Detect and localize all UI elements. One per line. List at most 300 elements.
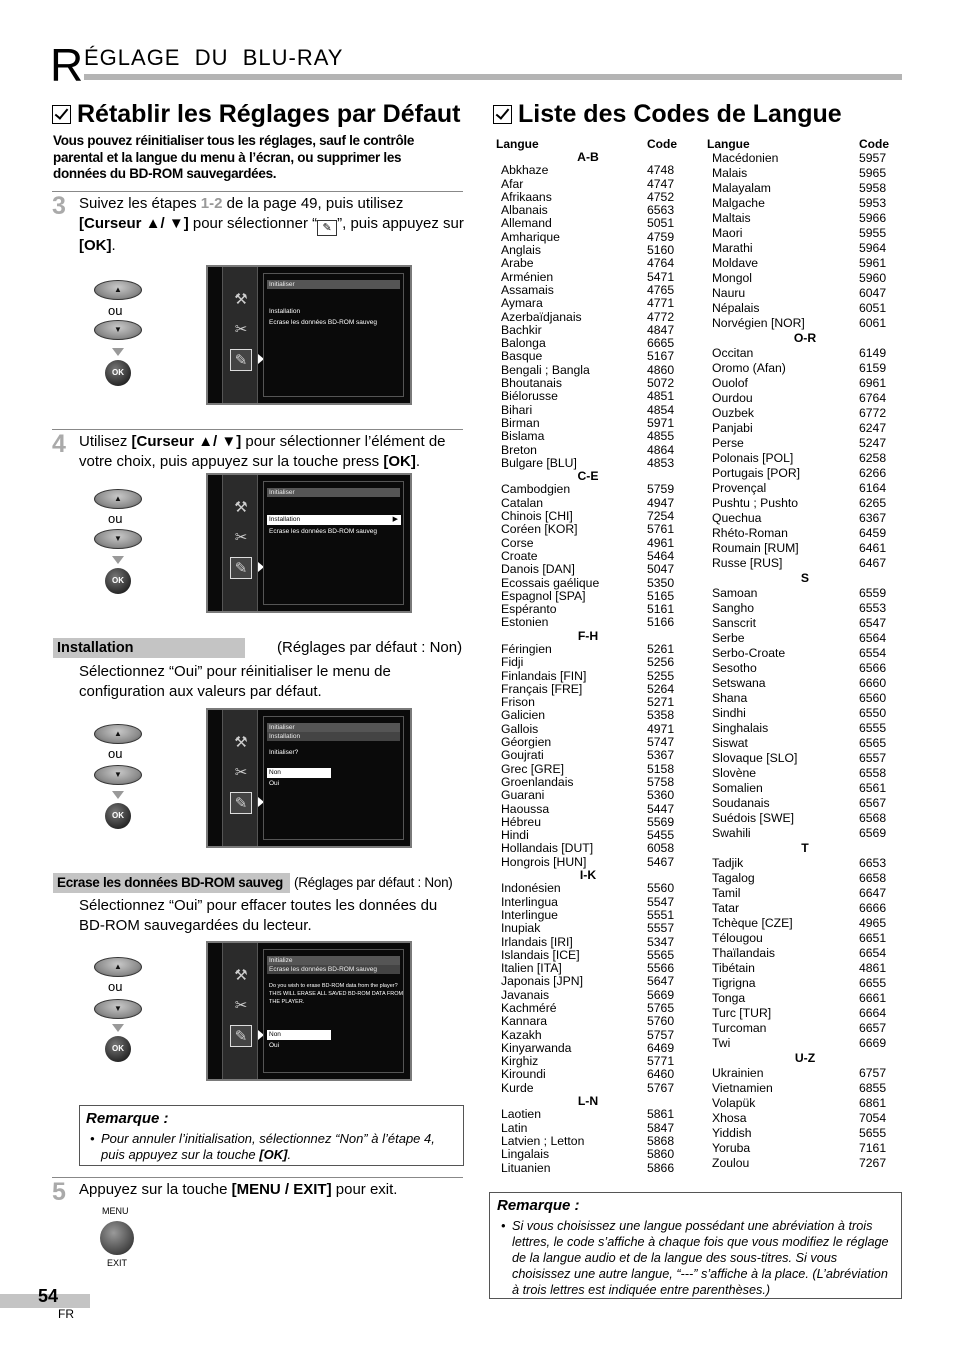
language-row <box>495 1135 685 1148</box>
language-code: 5471 <box>647 269 675 284</box>
arrow-down-icon <box>112 1024 124 1032</box>
language-row <box>707 301 903 316</box>
option-non-selected: Non <box>267 768 331 778</box>
language-name: Quechua <box>712 511 762 525</box>
language-row <box>707 346 903 361</box>
language-name: Turc [TUR] <box>712 1006 772 1020</box>
language-code: 6461 <box>859 541 887 555</box>
language-code: 5358 <box>647 708 675 723</box>
language-code: 5861 <box>647 1107 675 1122</box>
checkbox-icon <box>52 105 71 124</box>
cursor-up-button[interactable]: ▲ <box>94 280 142 300</box>
cursor-up-button[interactable]: ▲ <box>94 489 142 509</box>
language-code: 6467 <box>859 556 887 570</box>
reset-icon: ✎ <box>230 557 252 579</box>
page-language: FR <box>58 1307 74 1321</box>
language-row <box>707 871 903 886</box>
language-name: Malais <box>712 166 748 180</box>
language-code: 6061 <box>859 316 887 330</box>
language-code: 5464 <box>647 548 675 563</box>
language-code: 6460 <box>647 1067 675 1082</box>
reset-question: Initialiser? <box>269 749 299 756</box>
language-code: 4851 <box>647 389 675 404</box>
language-code: 4961 <box>647 535 675 550</box>
cursor-down-button[interactable]: ▼ <box>94 765 142 785</box>
language-row <box>495 390 685 403</box>
language-name: Moldave <box>712 256 759 270</box>
ok-button[interactable]: OK <box>105 1036 131 1062</box>
language-name: Latvien ; Letton <box>501 1133 585 1148</box>
language-code: 5271 <box>647 695 675 710</box>
language-row <box>495 217 685 230</box>
language-code: 4864 <box>647 442 675 457</box>
language-row <box>707 901 903 916</box>
language-name: Rhéto-Roman <box>712 526 788 540</box>
language-name: Laotien <box>501 1107 541 1122</box>
language-row <box>707 721 903 736</box>
language-code: 4764 <box>647 256 675 271</box>
cursor-down-button[interactable]: ▼ <box>94 999 142 1019</box>
language-code: 7254 <box>647 509 675 524</box>
ok-button[interactable]: OK <box>105 568 131 594</box>
remote-buttons-1 <box>94 280 144 390</box>
language-code: 5565 <box>647 947 675 962</box>
language-code: 5247 <box>859 436 887 450</box>
divider <box>52 429 463 430</box>
language-name: Volapük <box>712 1096 756 1110</box>
language-row <box>495 257 685 270</box>
language-code: 5569 <box>647 814 675 829</box>
language-row <box>495 178 685 191</box>
language-row <box>495 550 685 563</box>
language-code: 6647 <box>859 886 887 900</box>
language-name: Goujrati <box>501 748 544 763</box>
language-name: Sangho <box>712 601 755 615</box>
cursor-down-button[interactable]: ▼ <box>94 320 142 340</box>
language-name: Ecossais gaélique <box>501 575 600 590</box>
language-group-header: A-B <box>577 150 599 164</box>
language-row <box>495 829 685 842</box>
language-name: Islandais [ICE] <box>501 947 580 962</box>
language-row <box>707 661 903 676</box>
language-code: 5958 <box>859 181 887 195</box>
language-name: Allemand <box>501 216 552 231</box>
reset-icon: ✎ <box>230 349 252 371</box>
language-row <box>495 949 685 962</box>
tv-screen-3 <box>206 708 412 848</box>
language-row <box>707 151 903 166</box>
language-row <box>495 909 685 922</box>
language-row <box>707 616 903 631</box>
language-row <box>707 526 903 541</box>
ok-button[interactable]: OK <box>105 803 131 829</box>
screen-sidebar <box>222 475 258 611</box>
language-row <box>707 406 903 421</box>
language-row <box>707 556 903 571</box>
language-row <box>707 511 903 526</box>
language-code: 6561 <box>859 781 887 795</box>
language-code: 5647 <box>647 974 675 989</box>
menu-item-erase: Ecrase les données BD-ROM sauveg <box>269 528 378 535</box>
language-name: Grec [GRE] <box>501 761 564 776</box>
screen-panel <box>263 273 404 397</box>
language-name: Cambodgien <box>501 482 571 497</box>
language-name: Afrikaans <box>501 189 552 204</box>
language-name: Maori <box>712 226 743 240</box>
language-name: Kachméré <box>501 1001 557 1015</box>
language-name: Catalan <box>501 495 544 510</box>
language-name: Sindhi <box>712 706 746 720</box>
language-row <box>495 1082 685 1095</box>
divider <box>52 191 463 192</box>
language-row <box>495 803 685 816</box>
language-name: Hindi <box>501 828 529 843</box>
language-row <box>495 563 685 576</box>
language-name: Malayalam <box>712 181 771 195</box>
language-name: Arménien <box>501 269 554 284</box>
language-row <box>495 882 685 895</box>
language-code: 5467 <box>647 854 675 869</box>
language-name: Kirghiz <box>501 1054 539 1069</box>
step-5-text: Appuyez sur la touche [MENU / EXIT] pour exit. <box>79 1181 398 1198</box>
language-name: Bhoutanais <box>501 376 562 391</box>
language-code: 4771 <box>647 296 675 311</box>
language-name: Singhalais <box>712 721 769 735</box>
language-name: Télougou <box>712 931 763 945</box>
language-row <box>495 324 685 337</box>
language-row <box>495 1002 685 1015</box>
language-name: Tagalog <box>712 871 755 885</box>
language-name: Italien [ITA] <box>501 961 562 976</box>
panel-title: Initialiser <box>267 723 400 732</box>
language-name: Soudanais <box>712 796 770 810</box>
language-row <box>495 1108 685 1121</box>
language-row <box>707 451 903 466</box>
language-code: 6367 <box>859 511 887 525</box>
erase-warning: Do you wish to erase BD-ROM data from the player? THIS WILL ERASE ALL SAVED BD-ROM DATA FROM THE PLAYER. <box>269 983 404 1005</box>
language-name: Kurde <box>501 1080 534 1095</box>
language-code: 6559 <box>859 586 887 600</box>
option-oui: Oui <box>269 780 280 787</box>
language-code: 6666 <box>859 901 887 915</box>
language-row <box>707 886 903 901</box>
language-row <box>707 316 903 331</box>
language-code: 5547 <box>647 894 675 909</box>
language-row <box>495 1055 685 1068</box>
cursor-up-button[interactable]: ▲ <box>94 724 142 744</box>
ou-label: ou <box>108 979 123 994</box>
language-code: 5847 <box>647 1120 675 1135</box>
step-5-number: 5 <box>52 1178 66 1206</box>
language-code: 4947 <box>647 495 675 510</box>
language-name: Bachkir <box>501 322 542 337</box>
language-row <box>495 404 685 417</box>
language-row <box>495 683 685 696</box>
language-row <box>495 1148 685 1161</box>
language-code: 5447 <box>647 801 675 816</box>
language-row <box>495 1029 685 1042</box>
language-code: 5758 <box>647 774 675 789</box>
language-code: 6654 <box>859 946 887 960</box>
language-code: 6861 <box>859 1096 887 1110</box>
language-name: Féringien <box>501 641 552 656</box>
language-name: Basque <box>501 349 543 364</box>
language-name: Arabe <box>501 256 534 271</box>
language-code: 5557 <box>647 921 675 936</box>
language-name: Samoan <box>712 586 758 600</box>
language-name: Maltais <box>712 211 751 225</box>
wrench-icon: ⚒ <box>234 734 248 751</box>
language-code: 5765 <box>647 1001 675 1015</box>
language-row <box>707 1156 903 1171</box>
language-row <box>495 483 685 496</box>
language-row <box>495 709 685 722</box>
language-name: Groenlandais <box>501 774 574 789</box>
language-code: 7054 <box>859 1111 887 1125</box>
language-row <box>495 284 685 297</box>
language-code: 4965 <box>859 916 887 930</box>
menu-label: MENU <box>102 1206 129 1216</box>
step-4-number: 4 <box>52 430 66 458</box>
language-row <box>495 297 685 310</box>
language-name: Guarani <box>501 788 545 803</box>
remark-box-left <box>79 1105 464 1166</box>
language-row <box>707 541 903 556</box>
language-row <box>707 1006 903 1021</box>
language-code: 5966 <box>859 211 887 225</box>
remark-title: Remarque : <box>497 1197 580 1214</box>
language-name: Slovaque [SLO] <box>712 751 798 765</box>
language-name: Bihari <box>501 402 533 417</box>
language-row <box>707 1111 903 1126</box>
menu-item-erase: Ecrase les données BD-ROM sauveg <box>269 319 378 326</box>
reset-icon: ✎ <box>317 220 337 236</box>
left-section-title <box>52 102 460 127</box>
language-row <box>707 1081 903 1096</box>
language-name: Occitan <box>712 346 754 360</box>
step-3-text: Suivez les étapes 1-2 de la page 49, puis utilisez [Curseur ▲/ ▼] pour sélectionner “ ✎ ”, puis appuyez sur [OK]. <box>79 195 464 254</box>
language-code: 5566 <box>647 961 675 976</box>
language-code: 4747 <box>647 176 675 191</box>
language-row <box>495 350 685 363</box>
language-name: Biélorusse <box>501 389 558 404</box>
language-name: Yoruba <box>712 1141 751 1155</box>
language-row <box>495 842 685 855</box>
language-row <box>495 643 685 656</box>
language-code: 6560 <box>859 691 887 705</box>
language-code: 6047 <box>859 286 887 300</box>
language-name: Polonais [POL] <box>712 451 794 465</box>
language-row <box>707 391 903 406</box>
language-name: Ouolof <box>712 376 748 390</box>
language-name: Azerbaïdjanais <box>501 309 582 324</box>
language-code: 6051 <box>859 301 887 315</box>
screen-panel <box>263 949 404 1073</box>
language-row <box>707 211 903 226</box>
language-code: 4772 <box>647 309 675 324</box>
language-row <box>707 856 903 871</box>
language-name: Breton <box>501 442 537 457</box>
language-name: Russe [RUS] <box>712 556 783 570</box>
language-code: 6557 <box>859 751 887 765</box>
language-row <box>495 736 685 749</box>
menu-item-installation: Installation <box>269 308 301 315</box>
panel-subtitle: Installation <box>267 732 400 741</box>
language-row <box>707 601 903 616</box>
language-name: Galicien <box>501 708 546 723</box>
language-name: Mongol <box>712 271 752 285</box>
ok-button[interactable]: OK <box>105 360 131 386</box>
language-code: 6247 <box>859 421 887 435</box>
screen-panel <box>263 481 404 605</box>
language-row <box>495 523 685 536</box>
screen-panel <box>263 716 404 840</box>
language-name: Serbe <box>712 631 745 645</box>
language-name: Géorgien <box>501 735 552 750</box>
language-row <box>495 696 685 709</box>
wrench-icon: ⚒ <box>234 499 248 516</box>
language-row <box>707 1021 903 1036</box>
language-code: 6550 <box>859 706 887 720</box>
language-code: 5551 <box>647 907 675 922</box>
remark-text: • Si vous choisissez une langue possédant une abréviation à trois lettres, le code s’affiche à chaque fois que vous modifiez le réglage de la langue audio et de la langue des sous-titres. Si vous choisissez une autre langue, “---” s’affiche à la place. (L’abréviation à trois lettres est indiquée entre parenthèses.) <box>501 1219 889 1297</box>
col2-header-code: Code <box>859 137 889 151</box>
checkbox-icon <box>493 105 512 124</box>
step-4-text: Utilisez [Curseur ▲/ ▼] pour sélectionner l’élément de votre choix, puis appuyez sur la touche press [OK]. <box>79 433 446 470</box>
language-code: 5771 <box>647 1054 675 1069</box>
language-row <box>707 991 903 1006</box>
language-row <box>495 444 685 457</box>
language-row <box>495 271 685 284</box>
language-code: 6159 <box>859 361 887 375</box>
language-name: Espéranto <box>501 602 557 617</box>
language-name: Tamil <box>712 886 741 900</box>
menu-item-installation-selected: Installation ▶ <box>267 515 401 525</box>
language-row <box>707 1036 903 1051</box>
language-name: Twi <box>712 1036 731 1050</box>
language-code: 5655 <box>859 1126 887 1140</box>
language-code: 5166 <box>647 615 675 630</box>
language-code: 4748 <box>647 163 675 178</box>
language-name: Siswat <box>712 736 748 750</box>
language-row <box>707 976 903 991</box>
language-name: Indonésien <box>501 881 561 896</box>
language-code: 6058 <box>647 841 675 856</box>
language-name: Slovène <box>712 766 757 780</box>
cursor-down-button[interactable]: ▼ <box>94 529 142 549</box>
language-code: 6660 <box>859 676 887 690</box>
language-row <box>707 751 903 766</box>
arrow-down-icon <box>112 791 124 799</box>
language-row <box>707 826 903 841</box>
language-name: Inupiak <box>501 921 541 936</box>
language-name: Somalien <box>712 781 763 795</box>
language-name: Birman <box>501 415 540 430</box>
language-name: Tigrigna <box>712 976 756 990</box>
language-row <box>707 676 903 691</box>
language-row <box>707 691 903 706</box>
col1-header-langue: Langue <box>496 137 539 151</box>
language-row <box>495 1042 685 1055</box>
language-name: Sanscrit <box>712 616 757 630</box>
language-row <box>707 286 903 301</box>
language-name: Kinyarwanda <box>501 1040 572 1055</box>
ou-label: ou <box>108 511 123 526</box>
language-row <box>495 603 685 616</box>
language-row <box>495 749 685 762</box>
reset-icon: ✎ <box>230 1025 252 1047</box>
language-name: Interlingua <box>501 894 558 909</box>
language-code: 4752 <box>647 189 675 204</box>
tools-icon: ✂ <box>234 321 248 338</box>
language-name: Français [FRE] <box>501 681 583 696</box>
tools-icon: ✂ <box>234 529 248 546</box>
language-code: 5759 <box>647 482 675 497</box>
language-name: Turcoman <box>712 1021 767 1035</box>
language-row <box>495 789 685 802</box>
header-initial: R <box>50 39 84 91</box>
language-name: Norvégien [NOR] <box>712 316 805 330</box>
remark-box-right <box>489 1192 902 1299</box>
language-row <box>495 1068 685 1081</box>
language-group-header: U-Z <box>794 1051 816 1065</box>
col1-header-code: Code <box>647 137 677 151</box>
language-code: 6568 <box>859 811 887 825</box>
language-name: Tonga <box>712 991 746 1005</box>
language-name: Ouzbek <box>712 406 755 420</box>
language-row <box>495 723 685 736</box>
language-row <box>707 466 903 481</box>
language-code: 7267 <box>859 1156 887 1170</box>
language-name: Bulgare [BLU] <box>501 455 577 470</box>
language-code: 6669 <box>859 1036 887 1050</box>
cursor-up-button[interactable]: ▲ <box>94 957 142 977</box>
tools-icon: ✂ <box>234 764 248 781</box>
language-code: 6661 <box>859 991 887 1005</box>
language-row <box>495 430 685 443</box>
remote-buttons-3 <box>94 724 144 834</box>
language-row <box>495 497 685 510</box>
language-name: Corse <box>501 535 534 550</box>
erase-default: (Réglages par défaut : Non) <box>294 875 453 890</box>
language-name: Kazakh <box>501 1027 542 1042</box>
language-code: 4854 <box>647 402 675 417</box>
language-name: Gallois <box>501 721 539 736</box>
tv-screen-1 <box>206 265 412 405</box>
language-row <box>707 961 903 976</box>
language-group-header: L-N <box>577 1094 599 1109</box>
language-name: Amharique <box>501 229 560 244</box>
menu-exit-button[interactable] <box>100 1221 134 1255</box>
language-name: Suédois [SWE] <box>712 811 794 825</box>
language-row <box>707 736 903 751</box>
language-name: Tadjik <box>712 856 744 870</box>
language-code: 5669 <box>647 987 675 1002</box>
language-name: Malgache <box>712 196 765 210</box>
page-number: 54 <box>38 1286 59 1306</box>
language-row <box>707 1096 903 1111</box>
arrow-down-icon <box>112 348 124 356</box>
remote-buttons-2 <box>94 489 144 599</box>
language-code: 7161 <box>859 1141 887 1155</box>
language-row <box>495 616 685 629</box>
language-code: 6558 <box>859 766 887 780</box>
language-name: Népalais <box>712 301 760 315</box>
language-row <box>495 989 685 1002</box>
language-code: 6164 <box>859 481 887 495</box>
language-code: 6657 <box>859 1021 887 1035</box>
language-row <box>495 377 685 390</box>
